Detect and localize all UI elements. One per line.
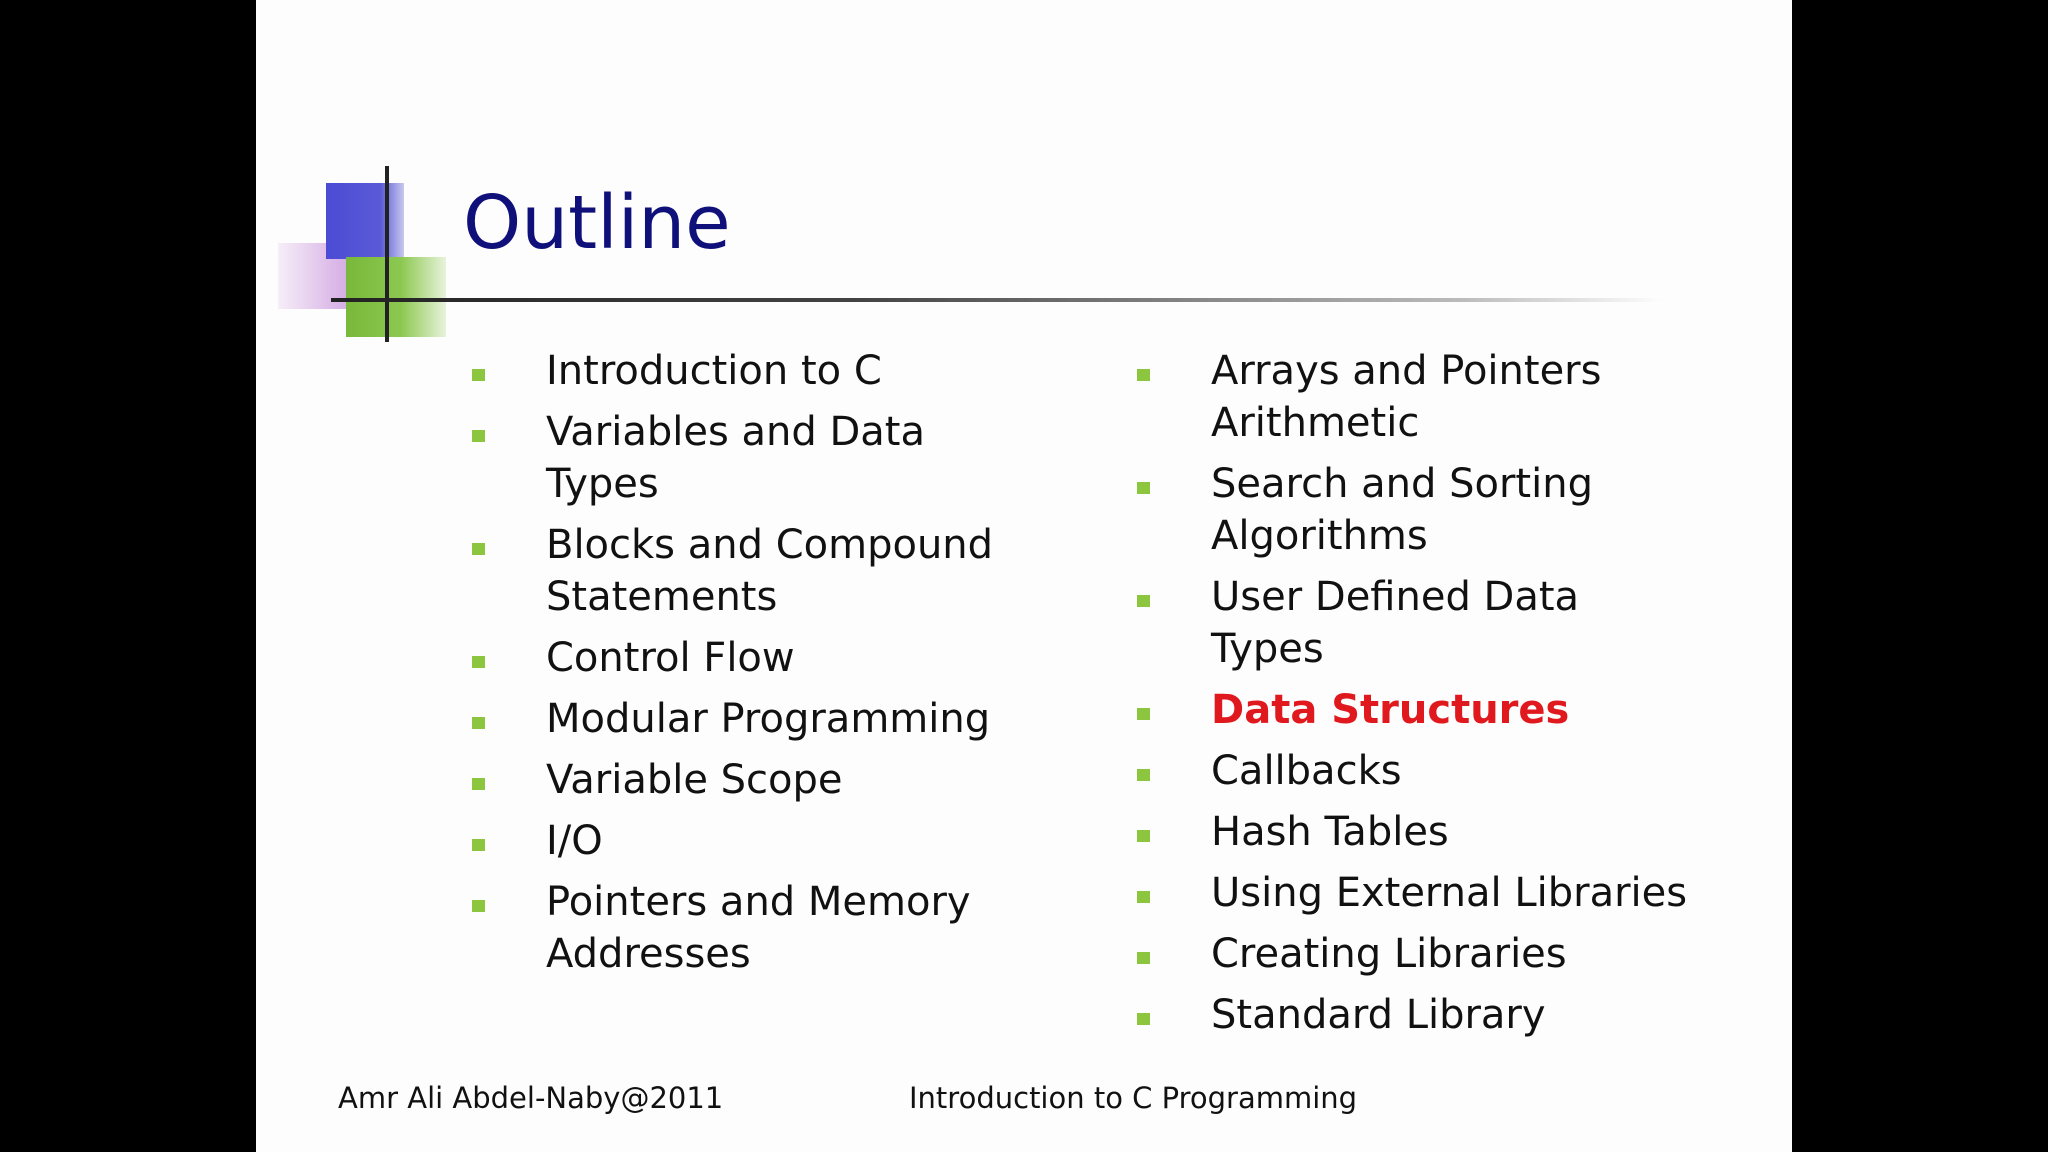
list-item-label: Creating Libraries (1211, 931, 1567, 977)
bullet-icon (472, 430, 485, 442)
list-item-label: Variable Scope (546, 757, 843, 803)
bullet-icon (1137, 1013, 1150, 1025)
list-item-label: Control Flow (546, 635, 795, 681)
slide (256, 0, 1792, 1152)
list-item (1137, 745, 1697, 797)
list-item (472, 693, 1032, 745)
list-item (472, 632, 1032, 684)
list-item-label: Introduction to C (546, 348, 882, 394)
decorative-blue-square (326, 183, 404, 259)
list-item-label: Callbacks (1211, 748, 1402, 794)
list-item (1137, 989, 1697, 1041)
list-item (472, 754, 1032, 806)
list-item-label: I/O (546, 818, 603, 864)
bullet-icon (1137, 952, 1150, 964)
list-item (1137, 571, 1697, 675)
bullet-icon (1137, 830, 1150, 842)
slide-title: Outline (463, 180, 731, 266)
bullet-icon (472, 543, 485, 555)
list-item (472, 345, 1032, 397)
list-item (472, 876, 1032, 980)
outline-list-right (1137, 345, 1697, 1050)
list-item (472, 815, 1032, 867)
bullet-icon (472, 717, 485, 729)
list-item (1137, 928, 1697, 980)
bullet-icon (1137, 595, 1150, 607)
list-item (472, 519, 1032, 623)
list-item-label: Hash Tables (1211, 809, 1449, 855)
bullet-icon (472, 656, 485, 668)
list-item (472, 406, 1032, 510)
list-item-label: Pointers and Memory Addresses (546, 879, 971, 977)
bullet-icon (472, 778, 485, 790)
list-item-label: Blocks and Compound Statements (546, 522, 994, 620)
list-item (1137, 867, 1697, 919)
title-underline (331, 298, 1661, 302)
bullet-icon (1137, 369, 1150, 381)
list-item (1137, 345, 1697, 449)
decorative-vertical-line (385, 166, 389, 342)
list-item-label: Search and Sorting Algorithms (1211, 461, 1593, 559)
list-item-label: Standard Library (1211, 992, 1546, 1038)
bullet-icon (1137, 482, 1150, 494)
list-item-label: Using External Libraries (1211, 870, 1688, 916)
bullet-icon (472, 369, 485, 381)
decorative-green-square (346, 257, 446, 337)
list-item-highlighted (1137, 684, 1697, 736)
list-item-label: Arrays and Pointers Arithmetic (1211, 348, 1602, 446)
list-item-label: Variables and Data Types (546, 409, 925, 507)
bullet-icon (472, 900, 485, 912)
list-item-label: Data Structures (1211, 687, 1570, 733)
list-item (1137, 458, 1697, 562)
list-item (1137, 806, 1697, 858)
bullet-icon (1137, 708, 1150, 720)
list-item-label: Modular Programming (546, 696, 991, 742)
list-item-label: User Defined Data Types (1211, 574, 1580, 672)
bullet-icon (472, 839, 485, 851)
footer-author: Amr Ali Abdel-Naby@2011 (338, 1081, 724, 1115)
bullet-icon (1137, 891, 1150, 903)
bullet-icon (1137, 769, 1150, 781)
footer-course-title: Introduction to C Programming (909, 1081, 1358, 1115)
outline-list-left (472, 345, 1032, 989)
